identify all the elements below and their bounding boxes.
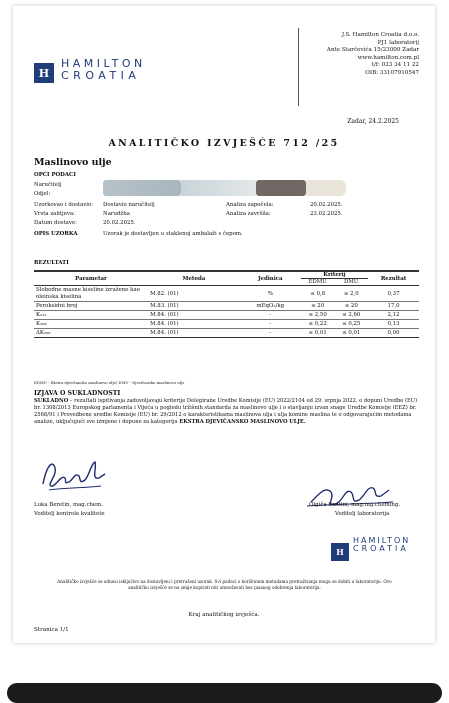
cell-rezultat: 2,12 xyxy=(387,312,400,318)
table-footnote: EDMU - Ekstra djevičansko maslinovo ulje/ DMU - Djevičansko maslinovo ulje xyxy=(34,380,185,385)
cell-rezultat: 0,13 xyxy=(387,321,400,327)
right-signer-name: Olgiča Santini, mag.ing.cheming. xyxy=(309,502,401,508)
cell-rezultat: 17,0 xyxy=(387,303,400,309)
izjava-category: EKSTRA DJEVIČANSKO MASLINOVO ULJE. xyxy=(179,419,306,425)
left-signer-name: Luka Beretin, mag.chem. xyxy=(34,502,103,508)
product-name: Maslinovo ulje xyxy=(34,157,112,168)
cell-jedinica: % xyxy=(267,290,273,297)
izjava-lead: SUKLADNO xyxy=(34,398,69,404)
bottom-bar[interactable] xyxy=(7,683,442,703)
zapoceta-value: 20.02.2025. xyxy=(310,202,343,208)
cell-dmu: ≤ 2,60 xyxy=(342,312,361,318)
left-signer-role: Voditelj kontrole kvalitete xyxy=(34,511,105,517)
company-line: t/f: 023 34 11 22 xyxy=(371,62,419,69)
header-divider xyxy=(298,28,299,106)
cell-edmu: ≤ 0,8 xyxy=(310,290,326,297)
company-line: PJ1 laboratorij xyxy=(377,39,419,46)
cell-metoda: M.82. (01) xyxy=(150,290,179,297)
col-kriterij: Kriterij xyxy=(301,272,368,279)
col-parametar: Parametar xyxy=(34,272,148,286)
results-heading: REZULTATI xyxy=(34,260,69,266)
cell-dmu: ≤ 20 xyxy=(344,303,358,309)
col-rezultat: Rezultat xyxy=(368,272,419,286)
company-line: OIB: 33107910547 xyxy=(365,69,419,76)
cell-metoda: M.84. (01) xyxy=(150,312,179,318)
opis-value: Uzorak je dostavljen u staklenoj ambalaži s čepom. xyxy=(103,231,243,237)
redaction-block xyxy=(103,180,181,196)
cell-edmu: ≤ 0,22 xyxy=(308,321,327,327)
logo-line-2: CROATIA xyxy=(61,69,141,82)
company-logo-text xyxy=(61,58,146,81)
table-row xyxy=(34,329,419,338)
report-page xyxy=(13,6,435,643)
cell-parametar: Slobodne masne kiseline izražene kao oleinska kiselina xyxy=(36,287,140,300)
col-jedinica: Jedinica xyxy=(240,272,301,286)
cell-parametar: ΔK₂₆₈ xyxy=(36,330,51,336)
disclaimer: Analitičko izvješće se odnosi isključivo na dostavljeni i pretraženi uzorak. Svi podaci o korištenim metodama pretraživanja mogu se dobiti u laboratoriju. Ovo analitičko izvješće se ne smije kopirati niti umnožavati bez pisanog odobrenja laboratorija. xyxy=(57,579,392,590)
report-date: Zadar, 24.2.2025 xyxy=(347,118,399,125)
cell-edmu: ≤ 20 xyxy=(311,303,325,309)
stamp-line-1: HAMILTON xyxy=(353,536,411,545)
company-line: J.S. Hamilton Croatia d.o.o. xyxy=(341,32,419,38)
table-row xyxy=(34,286,419,302)
cell-rezultat: 0,37 xyxy=(387,290,400,297)
page-number: Stranica 1/1 xyxy=(34,627,69,633)
cell-dmu: ≤ 2,0 xyxy=(343,290,359,297)
cell-jedinica: mEqO₂/kg xyxy=(256,303,285,309)
cell-metoda: M.84. (01) xyxy=(150,321,179,327)
datum-value: 20.02.2025. xyxy=(103,220,136,226)
col-edmu: EDMU xyxy=(301,279,335,286)
table-row xyxy=(34,311,419,320)
cell-dmu: ≤ 0,25 xyxy=(342,321,361,327)
uzorkovao-value: Dostavio naručitelj xyxy=(103,202,155,208)
uzorkovao-label: Uzorkovao i dostavio: xyxy=(34,202,94,208)
redaction-block xyxy=(306,180,346,196)
odjel-label: Odjel: xyxy=(34,191,51,197)
zavrsila-label: Analiza završila: xyxy=(226,211,271,217)
general-heading: OPĆI PODACI xyxy=(34,172,76,178)
right-signer-role: Voditelj laboratorija xyxy=(335,511,390,517)
cell-rezultat: 0,00 xyxy=(387,330,400,336)
col-metoda: Metoda xyxy=(148,272,240,286)
cell-metoda: M.84. (01) xyxy=(150,330,179,336)
cell-dmu: ≤ 0,01 xyxy=(342,330,361,336)
stamp-line-2: CROATIA xyxy=(353,544,409,553)
zavrsila-value: 23.02.2025. xyxy=(310,211,343,217)
cell-parametar: K₂₃₂ xyxy=(36,312,47,318)
company-line: www.hamilton.com.pl xyxy=(357,54,419,61)
redaction-block xyxy=(181,180,256,196)
opis-label: OPIS UZORKA xyxy=(34,231,78,237)
vrsta-label: Vrsta zahtjeva: xyxy=(34,211,75,217)
zapoceta-label: Analiza započela: xyxy=(226,202,274,208)
logo-line-1: HAMILTON xyxy=(61,57,146,70)
stamp-text xyxy=(353,537,410,553)
izjava-text xyxy=(34,398,419,426)
cell-jedinica: - xyxy=(269,321,272,327)
cell-parametar: Peroksidni broj xyxy=(36,303,78,309)
izjava-heading: IZJAVA O SUKLADNOSTI xyxy=(34,390,121,397)
results-table xyxy=(34,272,419,338)
company-address xyxy=(327,32,419,78)
narucitelj-label: Naručitelj xyxy=(34,182,62,188)
izjava-body: – rezultati ispitivanja zadovoljavaju kriterije Delegirane Uredbe Komisije (EU) 2022/2104 od 29. srpnja 2022. o dopuni Uredbe (EU) br. 1308/2013 Europskog parlamenta i Vijeća u pogledu tržišnih standarda za maslinovo ulje i o stavljanju izvan snage Uredbe Komisije (EEZ) br. 2568/91 i Provedbene uredbe Komisije (EU) br. 29/2012 o karakteristikama maslinova ulja i ulja komine maslina te o odgovarajućim metodama analize, uključujući sve izmjene i dopune za kategoriju xyxy=(34,398,418,425)
cell-edmu: ≤ 2,50 xyxy=(308,312,327,318)
datum-label: Datum dostave: xyxy=(34,220,77,226)
cell-jedinica: - xyxy=(269,312,272,318)
report-title: ANALITIČKO IZVJEŠĆE 712 /25 xyxy=(108,138,340,149)
cell-metoda: M.83. (01) xyxy=(150,303,179,309)
cell-jedinica: - xyxy=(269,330,272,336)
vrsta-value: Narudžba xyxy=(103,211,130,217)
hamilton-logo-icon: H xyxy=(34,63,54,83)
company-line: Ante Starčevića 15/23000 Zadar xyxy=(326,47,419,54)
cell-edmu: ≤ 0,01 xyxy=(308,330,327,336)
table-row xyxy=(34,320,419,329)
left-signature xyxy=(39,454,109,494)
stamp-logo-icon: H xyxy=(331,543,349,561)
col-dmu: DMU xyxy=(334,279,368,286)
table-row xyxy=(34,302,419,311)
report-end: Kraj analitičkog izvješća. xyxy=(188,612,260,618)
cell-parametar: K₂₆₈ xyxy=(36,321,47,327)
redaction-block xyxy=(256,180,306,196)
